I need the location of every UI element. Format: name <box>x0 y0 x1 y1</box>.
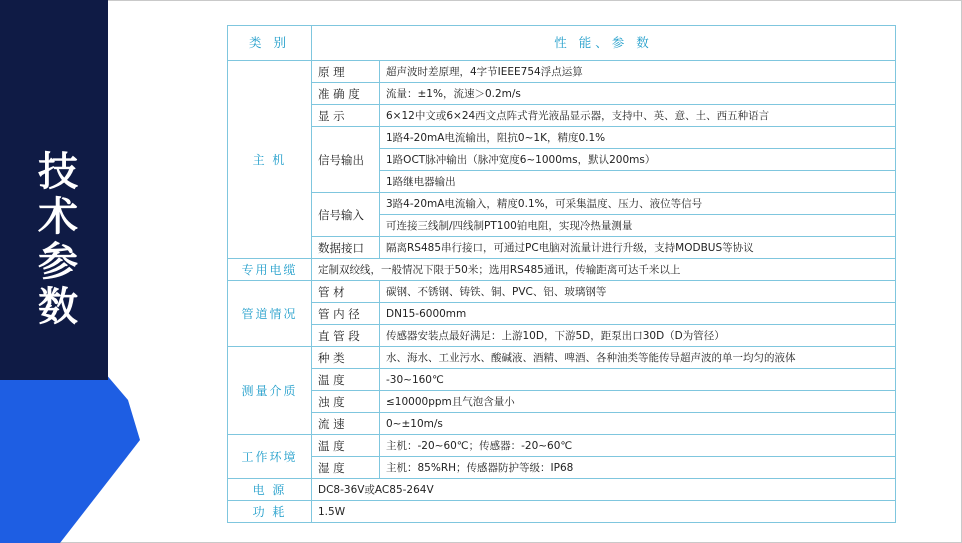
table-row <box>228 127 896 149</box>
value-signal-out: 1路4-20mA电流输出，阻抗0~1K，精度0.1% <box>380 127 896 149</box>
table-row <box>228 259 896 281</box>
value-data-port: 隔离RS485串行接口，可通过PC电脑对流量计进行升级，支持MODBUS等协议 <box>380 237 896 259</box>
table-row <box>228 347 896 369</box>
value-medium-temperature: -30~160℃ <box>380 369 896 391</box>
value-signal-out: 1路继电器输出 <box>380 171 896 193</box>
sub-pipe-material: 管 材 <box>312 281 380 303</box>
side-title-char: 技 <box>38 149 78 195</box>
category-cable: 专用电缆 <box>228 259 312 281</box>
value-signal-out: 1路OCT脉冲输出（脉冲宽度6~1000ms，默认200ms） <box>380 149 896 171</box>
sub-accuracy: 准 确 度 <box>312 83 380 105</box>
table-row <box>228 193 896 215</box>
value-signal-in: 3路4-20mA电流输入，精度0.1%，可采集温度、压力、液位等信号 <box>380 193 896 215</box>
value-medium-turbidity: ≤10000ppm且气泡含量小 <box>380 391 896 413</box>
side-title-char: 数 <box>38 284 78 330</box>
header-performance: 性 能、参 数 <box>312 26 896 61</box>
sub-env-temperature: 温 度 <box>312 435 380 457</box>
category-medium: 测量介质 <box>228 347 312 435</box>
category-environment: 工作环境 <box>228 435 312 479</box>
header-category: 类 别 <box>228 26 312 61</box>
sub-data-port: 数据接口 <box>312 237 380 259</box>
value-pipe-straight: 传感器安装点最好满足：上游10D，下游5D，距泵出口30D（D为管径） <box>380 325 896 347</box>
sub-medium-type: 种 类 <box>312 347 380 369</box>
table-row <box>228 369 896 391</box>
value-env-humidity: 主机：85%RH；传感器防护等级：IP68 <box>380 457 896 479</box>
side-title <box>30 150 86 330</box>
table-row <box>228 501 896 523</box>
table-row <box>228 457 896 479</box>
sub-display: 显 示 <box>312 105 380 127</box>
side-title-char: 术 <box>38 194 78 240</box>
value-accuracy: 流量：±1%，流速＞0.2m/s <box>380 83 896 105</box>
value-cable: 定制双绞线，一般情况下限于50米；选用RS485通讯，传输距离可达千米以上 <box>312 259 896 281</box>
sub-pipe-straight: 直 管 段 <box>312 325 380 347</box>
value-display: 6×12中文或6×24西文点阵式背光液晶显示器，支持中、英、意、土、西五种语言 <box>380 105 896 127</box>
value-power: DC8-36V或AC85-264V <box>312 479 896 501</box>
sub-env-humidity: 湿 度 <box>312 457 380 479</box>
category-main: 主 机 <box>228 61 312 259</box>
table-row <box>228 325 896 347</box>
table-row <box>228 479 896 501</box>
table-row <box>228 413 896 435</box>
value-medium-velocity: 0~±10m/s <box>380 413 896 435</box>
side-title-char: 参 <box>38 239 78 285</box>
sub-medium-temperature: 温 度 <box>312 369 380 391</box>
table-row <box>228 303 896 325</box>
table-row <box>228 83 896 105</box>
value-pipe-diameter: DN15-6000mm <box>380 303 896 325</box>
category-pipe: 管道情况 <box>228 281 312 347</box>
category-power: 电 源 <box>228 479 312 501</box>
table-header-row <box>228 26 896 61</box>
table-row <box>228 281 896 303</box>
category-consumption: 功 耗 <box>228 501 312 523</box>
table-row <box>228 237 896 259</box>
value-signal-in: 可连接三线制/四线制PT100铂电阻，实现冷热量测量 <box>380 215 896 237</box>
value-principle: 超声波时差原理，4字节IEEE754浮点运算 <box>380 61 896 83</box>
value-pipe-material: 碳钢、不锈钢、铸铁、铜、PVC、铝、玻璃钢等 <box>380 281 896 303</box>
sub-medium-velocity: 流 速 <box>312 413 380 435</box>
table-row <box>228 105 896 127</box>
spec-table <box>227 25 896 523</box>
sub-principle: 原 理 <box>312 61 380 83</box>
value-consumption: 1.5W <box>312 501 896 523</box>
table-row <box>228 391 896 413</box>
table-row <box>228 435 896 457</box>
table-row <box>228 61 896 83</box>
sub-medium-turbidity: 浊 度 <box>312 391 380 413</box>
sub-signal-out: 信号输出 <box>312 127 380 193</box>
value-env-temperature: 主机：-20~60℃；传感器：-20~60℃ <box>380 435 896 457</box>
sub-signal-in: 信号输入 <box>312 193 380 237</box>
value-medium-type: 水、海水、工业污水、酸碱液、酒精、啤酒、各种油类等能传导超声波的单一均匀的液体 <box>380 347 896 369</box>
sub-pipe-diameter: 管 内 径 <box>312 303 380 325</box>
